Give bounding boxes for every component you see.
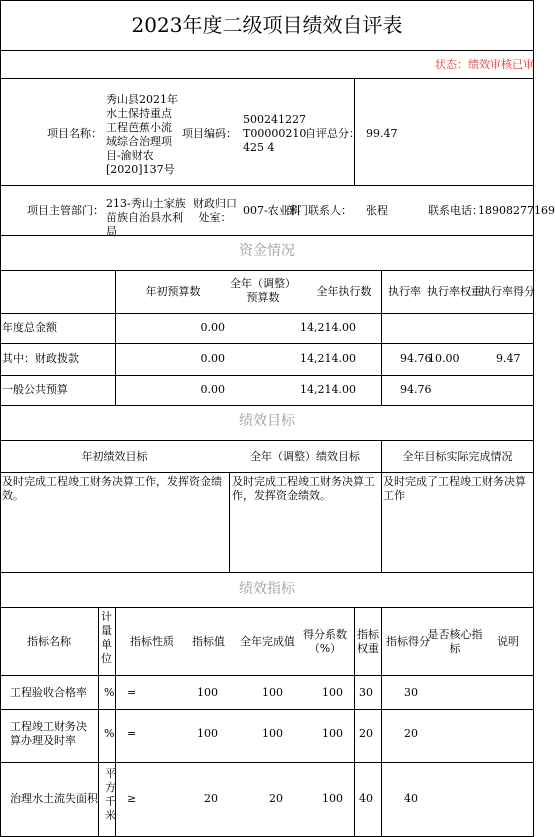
project-code-value: 500241227T00000210425 4 xyxy=(243,113,307,154)
ind-row-score: 30 xyxy=(404,686,418,699)
funds-header-executed: 全年执行数 xyxy=(316,285,372,298)
finance-office-label: 财政归口处室： xyxy=(193,197,237,224)
department-value: 213-秀山土家族苗族自治县水利局 xyxy=(106,197,186,238)
project-name-label: 项目名称： xyxy=(47,127,102,140)
ind-row-weight: 30 xyxy=(359,686,373,699)
page-title: 2023年度二级项目绩效自评表 xyxy=(131,13,403,37)
ind-header-score: 指标得分 xyxy=(386,635,430,648)
funds-row-budget: 0.00 xyxy=(200,352,225,365)
ind-row-unit: % xyxy=(104,686,115,699)
phone-value: 18908277169 xyxy=(478,204,555,217)
ind-row-nature: ≥ xyxy=(127,792,137,805)
funds-row-label: 一般公共预算 xyxy=(2,383,68,396)
funds-header-initial: 年初预算数 xyxy=(145,285,201,298)
ind-row-completed: 20 xyxy=(269,792,283,805)
ind-header-unit: 计量单位 xyxy=(101,610,112,665)
funds-row-budget: 0.00 xyxy=(200,321,225,334)
ind-row-name: 工程竣工财务决算办理及时率 xyxy=(10,720,87,747)
funds-row-label: 其中：财政拨款 xyxy=(2,352,79,365)
goal-adjusted-text: 及时完成工程竣工财务决算工作，发挥资金绩效。 xyxy=(232,475,375,502)
ind-header-value: 指标值 xyxy=(192,635,225,648)
contact-value: 张程 xyxy=(366,204,388,217)
funds-section-title: 资金情况 xyxy=(239,243,295,259)
ind-row-weight: 20 xyxy=(359,727,373,740)
funds-header-weight: 执行率权重 xyxy=(427,285,482,298)
ind-row-unit: % xyxy=(104,727,115,740)
phone-label: 联系电话： xyxy=(428,204,483,217)
goals-header-initial: 年初绩效目标 xyxy=(81,450,148,463)
ind-row-value: 100 xyxy=(197,686,218,699)
funds-row-executed: 14,214.00 xyxy=(300,352,356,365)
ind-row-completed: 100 xyxy=(262,686,283,699)
goal-initial-text: 及时完成工程竣工财务决算工作，发挥资金绩效。 xyxy=(2,475,222,502)
ind-row-weight: 40 xyxy=(359,792,373,805)
self-score-value: 99.47 xyxy=(366,127,398,140)
project-name-value: 秀山县2021年水土保持重点工程芭蕉小流域综合治理项目-渝财农[2020]137号 xyxy=(106,93,178,176)
ind-row-value: 20 xyxy=(204,792,218,805)
funds-row-budget: 0.00 xyxy=(200,383,225,396)
funds-row-executed: 14,214.00 xyxy=(300,321,356,334)
status-badge: 状态：绩效审核已审 xyxy=(435,58,534,71)
ind-row-score: 40 xyxy=(404,792,418,805)
ind-row-name: 治理水土流失面积 xyxy=(10,792,98,805)
funds-row-weight: 10.00 xyxy=(428,352,460,365)
contact-label: 部门联系人： xyxy=(286,204,352,217)
ind-row-completed: 100 xyxy=(262,727,283,740)
goals-header-adjusted: 全年（调整）绩效目标 xyxy=(250,450,360,463)
ind-row-value: 100 xyxy=(197,727,218,740)
ind-header-note: 说明 xyxy=(497,635,519,648)
ind-row-nature: = xyxy=(127,727,137,740)
ind-header-name: 指标名称 xyxy=(27,635,71,648)
ind-header-coef: 得分系数（%） xyxy=(303,628,347,655)
ind-row-coef: 100 xyxy=(322,727,343,740)
goal-actual-text: 及时完成了工程竣工财务决算工作 xyxy=(383,475,526,502)
ind-row-score: 20 xyxy=(404,727,418,740)
ind-row-coef: 100 xyxy=(322,686,343,699)
funds-header-rate: 执行率 xyxy=(388,285,421,298)
funds-row-rate: 94.76 xyxy=(400,383,432,396)
funds-header-score: 执行率得分 xyxy=(480,285,535,298)
ind-header-weight: 指标权重 xyxy=(357,628,379,655)
ind-row-coef: 100 xyxy=(322,792,343,805)
goals-header-actual: 全年目标实际完成情况 xyxy=(402,450,513,463)
funds-row-label: 年度总金额 xyxy=(2,321,57,334)
finance-office-value: 007-农业科 xyxy=(243,204,301,217)
ind-header-core: 是否核心指标 xyxy=(427,628,483,655)
indicators-section-title: 绩效指标 xyxy=(239,581,295,597)
ind-header-nature: 指标性质 xyxy=(130,635,174,648)
ind-row-nature: = xyxy=(127,686,137,699)
ind-header-completed: 全年完成值 xyxy=(240,635,295,648)
self-score-label: 自评总分： xyxy=(305,127,360,140)
goals-section-title: 绩效目标 xyxy=(239,413,295,429)
department-label: 项目主管部门： xyxy=(27,204,104,217)
ind-row-name: 工程验收合格率 xyxy=(10,686,87,699)
funds-row-rate: 94.76 xyxy=(400,352,432,365)
project-code-label: 项目编码： xyxy=(182,127,237,140)
funds-row-executed: 14,214.00 xyxy=(300,383,356,396)
funds-row-score: 9.47 xyxy=(496,352,521,365)
ind-row-unit: 平方千米 xyxy=(105,767,116,822)
funds-header-adjusted: 全年（调整）预算数 xyxy=(230,277,296,304)
